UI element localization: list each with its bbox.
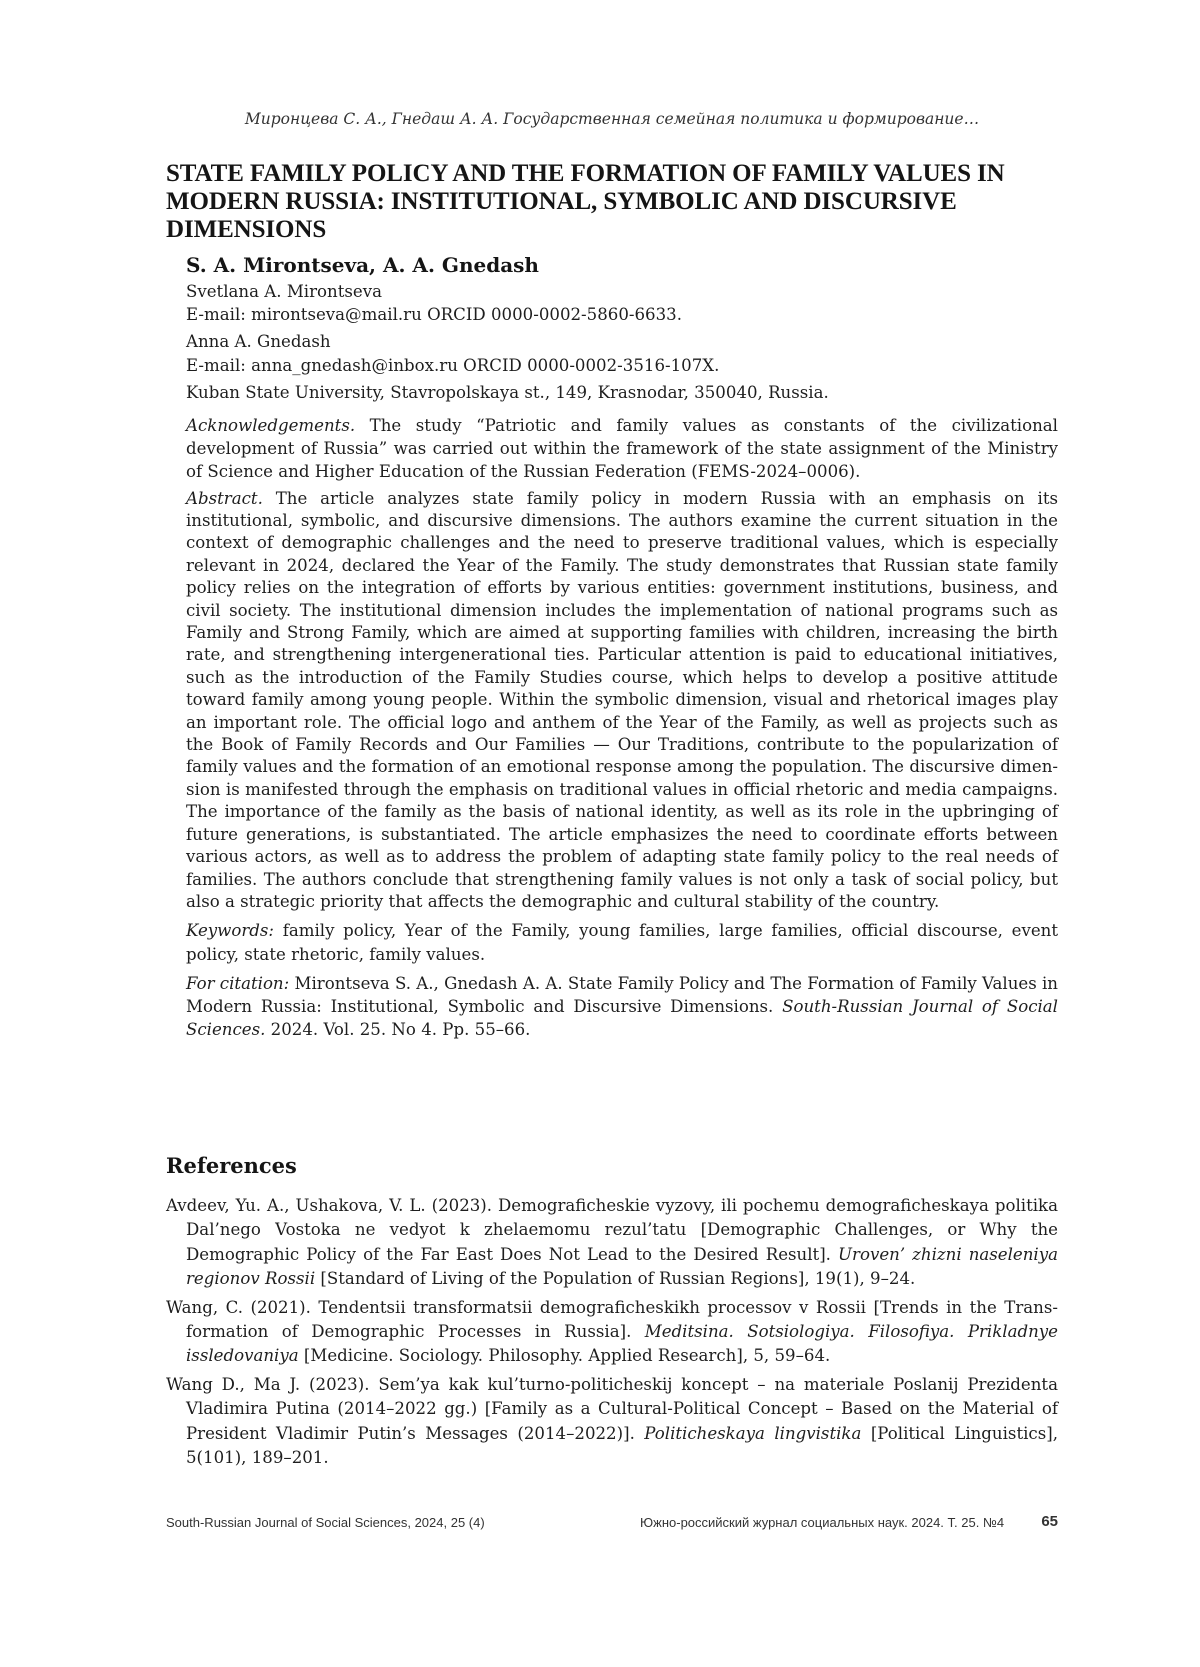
abstract-text: The article analyzes state family policy in modern Russia with an emphasis on its institutional, symbolic, and discursive dimensions. The authors examine the current situation in the context of demographic challenges and the need to preserve traditional values, which is especially relevant in 2024, declared the Year of the Family. The study demonstrates that Russian state family policy relies on the integration of efforts by various entities: government institutions, business, and civil society. The institutional dimension includes the implementation of national programs such as Family and Strong Family, which are aimed at supporting families with children, increasing the birth rate, and strengthening intergenerational ties. Particular attention is paid to educational initiatives, such as the introduction of the Family Studies course, which helps to develop a positive attitude toward family among young people. Within the symbolic dimension, visual and rhetorical images play an important role. The official logo and anthem of the Year of the Family, as well as projects such as the Book of Family Records and Our Families — Our Traditions, contribute to the popularization of family values and the formation of an emotional response among the population. The discursive dimension is manifested through the emphasis on traditional values in official rhetoric and media campaigns. The importance of the family as the basis of national identity, as well as its role in the upbringing of future generations, is substantiated. The article emphasizes the need to coordinate efforts between various actors, as well as to address the problem of adapting state family policy to the real needs of families. The authors conclude that strengthening family values is not only a task of social policy, but also a strategic priority that affects the demographic and cultural stability of the country. — [186, 488, 1058, 911]
citation-journal: South-Russian Journal of Social Sciences. — [186, 996, 1058, 1040]
citation-tail: 2024. Vol. 25. No 4. Pp. 55–66. — [265, 1020, 531, 1040]
acknowledgements-label: Acknowledgements. — [186, 416, 356, 435]
keywords-label: Keywords: — [186, 921, 275, 941]
reference-details: [Political Linguistics], 5(101), 189–201. — [186, 1423, 1058, 1468]
article-front-matter — [186, 414, 1058, 1041]
citation — [186, 972, 1058, 1042]
affiliation: Kuban State University, Stavropolskaya st., 149, Krasnodar, 350040, Russia. — [186, 382, 829, 402]
reference-text: Avdeev, Yu. A., Ushakova, V. L. (2023). Demograficheskie vyzovy, ili pochemu demograficheskaya politika Dal’nego Vostoka ne vedyot k zhelaemomu rezul’tatu [Demographic Challenges, or Why the Demographic Policy of the Far East Does Not Lead to the Desired Result]. — [166, 1196, 1058, 1264]
author1-contact: E-mail: mirontseva@mail.ru ORCID 0000-0002-5860-6633. — [186, 305, 683, 325]
author2-contact: E-mail: anna_gnedash@inbox.ru ORCID 0000-0002-3516-107X. — [186, 355, 720, 375]
article-title: STATE FAMILY POLICY AND THE FORMATION OF FAMILY VALUES IN MODERN RUSSIA: INSTITUTIONAL, SYMBOLIC AND DISCURSIVE DIMENSIONS — [166, 160, 1005, 243]
running-head: Миронцева С. А., Гнедаш А. А. Государственная семейная политика и формирование… — [244, 110, 980, 128]
acknowledgements-text: The study “Patriotic and family values as constants of the civilizational development of Russia” was carried out within the framework of the state assignment of the Ministry of Science and Higher Education of the Russian Federation (FEMS-2024–0006). — [186, 416, 1058, 482]
citation-label: For citation: — [186, 973, 290, 993]
reference-source: Politicheskaya lingvistika — [644, 1423, 862, 1443]
reference-item — [166, 1373, 1058, 1471]
reference-source: Meditsina. Sotsiologiya. Filosofiya. Prikladnye issledovaniya — [186, 1322, 1058, 1366]
citation-text: Mirontseva S. A., Gnedash A. A. State Family Policy and The Formation of Family Values in Modern Russia: Institutional, Symbolic and Discursive Dimensions. — [186, 973, 1058, 1016]
author1-name: Svetlana A. Mirontseva — [186, 282, 382, 301]
keywords — [186, 919, 1058, 965]
reference-details: [Medicine. Sociology. Philosophy. Applied Research], 5, 59–64. — [298, 1346, 831, 1366]
reference-text: Wang D., Ma J. (2023). Sem’ya kak kul’turno-politicheskij koncept – na materiale Poslanij Prezidenta Vladimira Putina (2014–2022 gg.) [Family as a Cultural-Political Concept – Based on the Material of President Vladimir Putin’s Messages (2014–2022)]. — [166, 1374, 1058, 1443]
article-page — [166, 0, 1058, 1667]
reference-text: Wang, C. (2021). Tendentsii transformatsii demograficheskikh processov v Rossii [Trends in the Transformation of Demographic Processes in Russia]. — [166, 1297, 1058, 1342]
abstract-label: Abstract. — [186, 488, 263, 508]
footer-journal-en: South-Russian Journal of Social Sciences, 2024, 25 (4) — [166, 1515, 485, 1530]
references-list — [166, 1194, 1058, 1474]
authors-line: S. A. Mirontseva, A. A. Gnedash — [186, 253, 539, 277]
reference-item — [166, 1296, 1058, 1369]
author2-name: Anna A. Gnedash — [186, 332, 331, 352]
reference-item — [166, 1194, 1058, 1292]
author-info — [186, 280, 1058, 404]
page-number: 65 — [1041, 1513, 1058, 1530]
reference-source: Uroven’ zhizni naseleniya regionov Rossii — [186, 1244, 1058, 1289]
page-footer — [166, 1513, 1058, 1535]
reference-details: [Standard of Living of the Population of Russian Regions], 19(1), 9–24. — [315, 1269, 916, 1289]
acknowledgements — [186, 414, 1058, 484]
abstract — [186, 488, 1058, 914]
references-heading: References — [166, 1153, 297, 1178]
footer-journal-ru: Южно-российский журнал социальных наук. 2024. Т. 25. №4 — [640, 1515, 1005, 1530]
keywords-text: family policy, Year of the Family, young families, large families, official discourse, event policy, state rhetoric, family values. — [186, 921, 1058, 964]
